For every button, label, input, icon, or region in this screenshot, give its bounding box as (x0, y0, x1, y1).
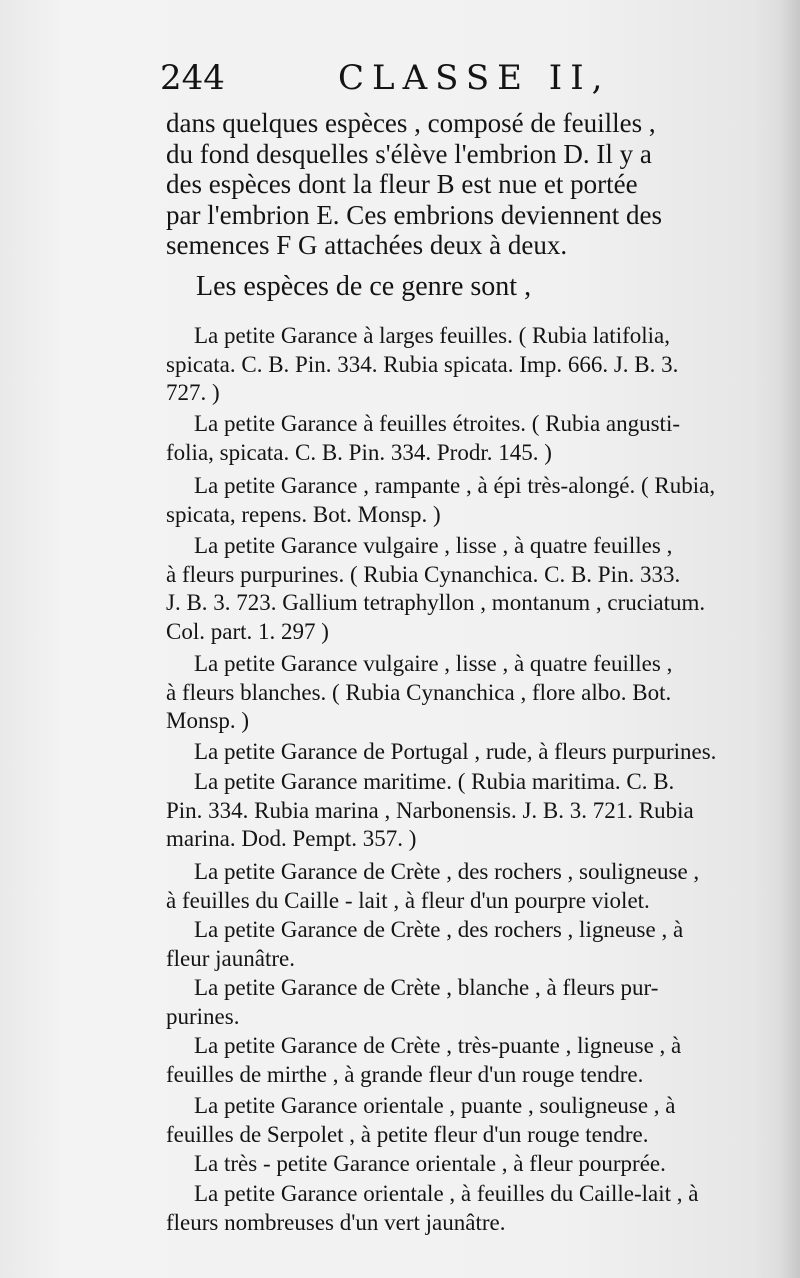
species-entry (166, 916, 780, 973)
species-line: à feuilles du Caille - lait , à fleur d'un pourpre violet. (166, 887, 650, 913)
species-line: La petite Garance de Crète , des rochers , ligneuse , à (194, 917, 684, 942)
intro-line: semences F G attachées deux à deux. (166, 230, 568, 260)
species-entry (166, 472, 780, 529)
page-number: 244 (160, 58, 225, 98)
species-line: feuilles de mirthe , à grande fleur d'un rouge tendre. (166, 1061, 644, 1087)
intro-line: du fond desquelles s'élève l'embrion D. Il y a (166, 138, 652, 169)
species-line: à fleurs purpurines. ( Rubia Cynanchica. C. B. Pin. 333. (166, 561, 681, 587)
section-heading: Les espèces de ce genre sont , (196, 271, 532, 302)
species-entry (166, 410, 780, 467)
species-line: spicata. C. B. Pin. 334. Rubia spicata. Imp. 666. J. B. 3. (166, 351, 679, 377)
species-entry (166, 974, 780, 1031)
species-line: folia, spicata. C. B. Pin. 334. Prodr. 145. ) (166, 439, 552, 465)
species-line: La petite Garance à larges feuilles. ( Rubia latifolia, (194, 323, 670, 348)
page-header (160, 54, 630, 102)
species-entry (166, 768, 780, 854)
species-line: La petite Garance de Crète , blanche , à fleurs pur- (194, 975, 659, 1000)
species-entry (166, 1180, 780, 1237)
species-line: La petite Garance à feuilles étroites. ( Rubia angusti- (194, 411, 680, 436)
species-line: Pin. 334. Rubia marina , Narbonensis. J. B. 3. 721. Rubia (166, 797, 694, 823)
species-line: La petite Garance maritime. ( Rubia maritima. C. B. (194, 769, 675, 794)
intro-line: dans quelques espèces , composé de feuilles , (166, 108, 656, 138)
species-entry (166, 1032, 780, 1089)
species-entry (166, 1150, 780, 1179)
species-line: marina. Dod. Pempt. 357. ) (166, 826, 417, 851)
species-line: Col. part. 1. 297 ) (166, 618, 329, 644)
species-line: La petite Garance , rampante , à épi très-alongé. ( Rubia, (194, 473, 716, 498)
species-entry (166, 1092, 780, 1149)
species-line: La très - petite Garance orientale , à fleur pourprée. (194, 1151, 666, 1176)
species-line: La petite Garance de Crète , très-puante , ligneuse , à (194, 1033, 682, 1058)
intro-line: des espèces dont la fleur B est nue et portée (166, 169, 638, 199)
species-entry (166, 858, 780, 915)
species-entry (166, 322, 780, 408)
intro-paragraph (166, 108, 780, 261)
running-head: CLASSE II, (338, 58, 611, 98)
species-line: 727. ) (166, 380, 220, 405)
species-line: J. B. 3. 723. Gallium tetraphyllon , montanum , cruciatum. (166, 590, 706, 615)
species-line: à fleurs blanches. ( Rubia Cynanchica , flore albo. Bot. (166, 679, 672, 705)
species-line: La petite Garance de Portugal , rude, à fleurs purpurines. (194, 739, 717, 764)
species-line: spicata, repens. Bot. Monsp. ) (166, 501, 441, 527)
intro-line: par l'embrion E. Ces embrions deviennent des (166, 199, 662, 230)
species-line: La petite Garance vulgaire , lisse , à quatre feuilles , (194, 651, 673, 676)
species-line: fleur jaunâtre. (166, 945, 295, 971)
species-line: fleurs nombreuses d'un vert jaunâtre. (166, 1209, 506, 1235)
species-line: La petite Garance orientale , à feuilles du Caille-lait , à (194, 1181, 699, 1206)
species-line: feuilles de Serpolet , à petite fleur d'un rouge tendre. (166, 1121, 649, 1147)
species-entry (166, 650, 780, 736)
species-line: purines. (166, 1003, 240, 1029)
species-line: Monsp. ) (166, 708, 250, 733)
species-line: La petite Garance orientale , puante , souligneuse , à (194, 1093, 676, 1118)
species-line: La petite Garance de Crète , des rochers , souligneuse , (194, 859, 700, 884)
species-entry (166, 532, 780, 646)
species-entry (166, 738, 780, 767)
page-edge-shadow (778, 0, 800, 1278)
species-line: La petite Garance vulgaire , lisse , à quatre feuilles , (194, 533, 673, 558)
